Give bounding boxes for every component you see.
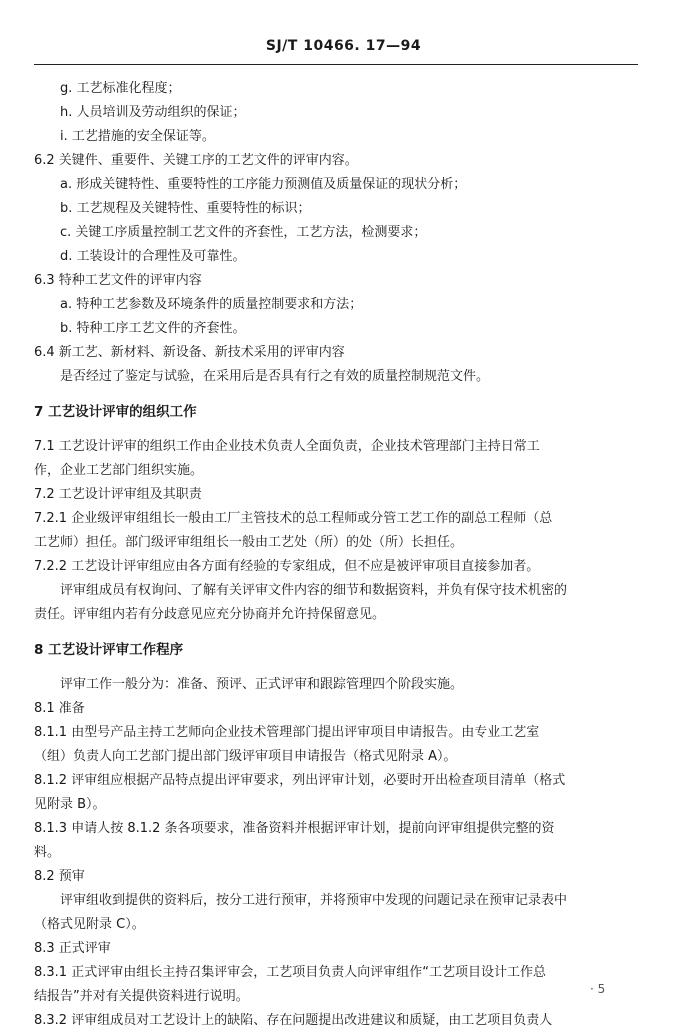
- text-line: （组）负责人向工艺部门提出部门级评审项目申请报告（格式见附录 A）。: [34, 749, 457, 764]
- standard-code-header: SJ/T 10466. 17—94: [265, 38, 422, 54]
- text-line: i. 工艺措施的安全保证等。: [60, 129, 215, 144]
- section-heading-8-1: 8.1 准备: [34, 701, 85, 716]
- text-line: b. 特种工序工艺文件的齐套性。: [60, 321, 246, 336]
- text-line: a. 形成关键特性、重要特性的工序能力预测值及质量保证的现状分析；: [60, 177, 467, 192]
- text-line: 见附录 B）。: [34, 797, 106, 812]
- text-line: 8.1.2 评审组应根据产品特点提出评审要求，列出评审计划，必要时开出检查项目清单（格式: [34, 773, 566, 788]
- text-line: 7.2.1 企业级评审组组长一般由工厂主管技术的总工程师或分管工艺工作的副总工程师（总: [34, 511, 553, 526]
- text-line: 是否经过了鉴定与试验，在采用后是否具有行之有效的质量控制规范文件。: [60, 369, 490, 384]
- section-heading-6-3: 6.3 特种工艺文件的评审内容: [34, 273, 202, 288]
- text-line: 评审工作一般分为：准备、预评、正式评审和跟踪管理四个阶段实施。: [60, 677, 464, 692]
- section-heading-6-4: 6.4 新工艺、新材料、新设备、新技术采用的评审内容: [34, 345, 345, 360]
- text-line: h. 人员培训及劳动组织的保证；: [60, 105, 246, 120]
- text-line: 7.2.2 工艺设计评审组应由各方面有经验的专家组成，但不应是被评审项目直接参加者。: [34, 559, 540, 574]
- text-line: 8.1.3 申请人按 8.1.2 条各项要求，准备资料并根据评审计划，提前向评审组提供完整的资: [34, 821, 555, 836]
- header-rule: [34, 64, 638, 65]
- text-line: 责任。评审组内若有分歧意见应充分协商并允许持保留意见。: [34, 607, 386, 622]
- text-line: 8.3.2 评审组成员对工艺设计上的缺陷、存在问题提出改进建议和质疑，由工艺项目负责人: [34, 1013, 553, 1028]
- section-heading-8-2: 8.2 预审: [34, 869, 85, 884]
- text-line: 8.3.1 正式评审由组长主持召集评审会，工艺项目负责人向评审组作“工艺项目设计工作总: [34, 965, 546, 980]
- text-line: a. 特种工艺参数及环境条件的质量控制要求和方法；: [60, 297, 363, 312]
- text-line: （格式见附录 C）。: [34, 917, 145, 932]
- text-line: 评审组成员有权询问、了解有关评审文件内容的细节和数据资料，并负有保守技术机密的: [60, 583, 568, 598]
- chapter-heading-7: 7 工艺设计评审的组织工作: [34, 404, 197, 420]
- section-heading-8-3: 8.3 正式评审: [34, 941, 111, 956]
- section-heading-7-2: 7.2 工艺设计评审组及其职责: [34, 487, 202, 502]
- text-line: c. 关键工序质量控制工艺文件的齐套性，工艺方法，检测要求；: [60, 225, 427, 240]
- section-heading-6-2: 6.2 关键件、重要件、关键工序的工艺文件的评审内容。: [34, 153, 358, 168]
- text-line: g. 工艺标准化程度；: [60, 81, 181, 96]
- text-line: 工艺师）担任。部门级评审组组长一般由工艺处（所）的处（所）长担任。: [34, 535, 464, 550]
- page-number: · 5: [590, 982, 606, 996]
- text-line: b. 工艺规程及关键特性、重要特性的标识；: [60, 201, 311, 216]
- text-line: 料。: [34, 845, 61, 860]
- chapter-heading-8: 8 工艺设计评审工作程序: [34, 642, 184, 658]
- text-line: 结报告”并对有关提供资料进行说明。: [34, 989, 249, 1004]
- text-line: 7.1 工艺设计评审的组织工作由企业技术负责人全面负责，企业技术管理部门主持日常工: [34, 439, 540, 454]
- text-line: d. 工装设计的合理性及可靠性。: [60, 249, 246, 264]
- text-line: 评审组收到提供的资料后，按分工进行预审，并将预审中发现的问题记录在预审记录表中: [60, 893, 568, 908]
- text-line: 作，企业工艺部门组织实施。: [34, 463, 204, 478]
- text-line: 8.1.1 由型号产品主持工艺师向企业技术管理部门提出评审项目申请报告。由专业工艺室: [34, 725, 540, 740]
